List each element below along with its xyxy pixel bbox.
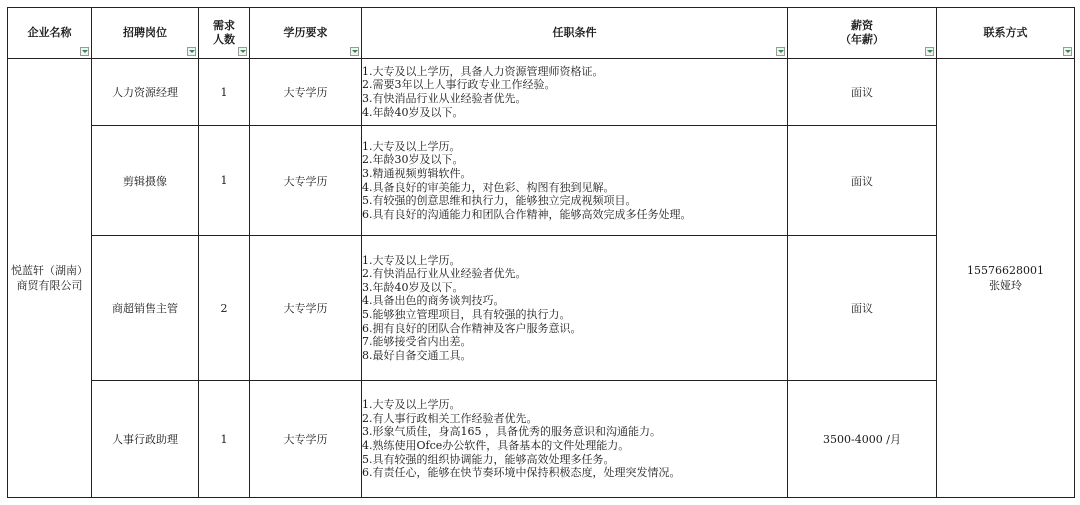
table-row bbox=[8, 59, 1075, 126]
requirement-line: 4.熟练使用Ofce办公软件，具备基本的文件处理能力。 bbox=[362, 439, 630, 452]
contact-phone: 15576628001 bbox=[967, 263, 1044, 277]
contact-name: 张娅玲 bbox=[989, 278, 1022, 292]
header-position bbox=[92, 8, 199, 59]
header-company-label: 企业名称 bbox=[27, 26, 72, 39]
requirement-line: 5.有较强的创意思维和执行力，能够独立完成视频项目。 bbox=[362, 194, 637, 208]
table-row bbox=[8, 381, 1075, 498]
header-row bbox=[8, 8, 1075, 59]
count-cell: 2 bbox=[199, 236, 250, 381]
requirement-line: 3.形象气质佳，身高165 ，具备优秀的服务意识和沟通能力。 bbox=[362, 425, 661, 439]
header-position-label: 招聘岗位 bbox=[123, 26, 167, 39]
requirement-line: 1.大专及以上学历。 bbox=[362, 253, 461, 267]
header-requirements-label: 任职条件 bbox=[552, 26, 597, 39]
requirements-cell bbox=[362, 381, 788, 498]
education-cell: 大专学历 bbox=[250, 59, 362, 126]
header-contact bbox=[937, 8, 1075, 59]
requirement-line: 6.拥有良好的团队合作精神及客户服务意识。 bbox=[362, 321, 582, 335]
requirements-cell bbox=[362, 236, 788, 381]
requirement-line: 1.大专及以上学历，具备人力资源管理师资格证。 bbox=[362, 64, 604, 78]
table-row bbox=[8, 126, 1075, 236]
header-count-label: 需求 人数 bbox=[213, 19, 235, 46]
requirement-line: 6.具有良好的沟通能力和团队合作精神，能够高效完成多任务处理。 bbox=[362, 207, 692, 221]
filter-dropdown-icon[interactable] bbox=[187, 47, 196, 56]
requirement-line: 1.大专及以上学历。 bbox=[362, 398, 461, 412]
filter-dropdown-icon[interactable] bbox=[776, 47, 785, 56]
education-cell: 大专学历 bbox=[250, 126, 362, 236]
requirements-cell bbox=[362, 59, 788, 126]
requirement-line: 2.年龄30岁及以下。 bbox=[362, 153, 464, 167]
filter-dropdown-icon[interactable] bbox=[80, 47, 89, 56]
recruitment-table bbox=[7, 7, 1075, 498]
position-cell: 人力资源经理 bbox=[92, 59, 199, 126]
header-salary bbox=[788, 8, 937, 59]
contact-cell bbox=[937, 59, 1075, 498]
count-cell: 1 bbox=[199, 126, 250, 236]
requirement-line: 2.需要3年以上人事行政专业工作经验。 bbox=[362, 78, 556, 92]
requirement-line: 3.年龄40岁及以下。 bbox=[362, 280, 464, 294]
salary-cell: 面议 bbox=[788, 59, 937, 126]
header-count bbox=[199, 8, 250, 59]
filter-dropdown-icon[interactable] bbox=[1063, 47, 1072, 56]
header-education bbox=[250, 8, 362, 59]
table-body bbox=[8, 59, 1075, 498]
salary-cell: 面议 bbox=[788, 236, 937, 381]
requirement-line: 4.年龄40岁及以下。 bbox=[362, 105, 464, 119]
requirement-line: 1.大专及以上学历。 bbox=[362, 139, 461, 153]
header-requirements bbox=[362, 8, 788, 59]
requirement-line: 6.有责任心，能够在快节奏环境中保持积极态度，处理突发情况。 bbox=[362, 466, 681, 480]
requirements-cell bbox=[362, 126, 788, 236]
requirement-line: 4.具备良好的审美能力，对色彩、构图有独到见解。 bbox=[362, 180, 615, 194]
requirement-line: 7.能够接受省内出差。 bbox=[362, 335, 472, 349]
header-salary-label: 薪资 （年薪） bbox=[840, 19, 884, 46]
company-name-cell: 悦蓝轩（湖南）商贸有限公司 bbox=[8, 59, 92, 498]
salary-cell: 3500-4000 /月 bbox=[788, 381, 937, 498]
education-cell: 大专学历 bbox=[250, 381, 362, 498]
requirement-line: 4.具备出色的商务谈判技巧。 bbox=[362, 294, 505, 308]
salary-cell: 面议 bbox=[788, 126, 937, 236]
position-cell: 人事行政助理 bbox=[92, 381, 199, 498]
requirement-line: 5.能够独立管理项目，具有较强的执行力。 bbox=[362, 308, 571, 321]
education-cell: 大专学历 bbox=[250, 236, 362, 381]
header-company bbox=[8, 8, 92, 59]
table-row bbox=[8, 236, 1075, 381]
requirement-line: 2.有快消品行业从业经验者优先。 bbox=[362, 267, 527, 281]
requirement-line: 3.有快消品行业从业经验者优先。 bbox=[362, 92, 527, 105]
count-cell: 1 bbox=[199, 381, 250, 498]
filter-dropdown-icon[interactable] bbox=[925, 47, 934, 56]
requirement-line: 3.精通视频剪辑软件。 bbox=[362, 166, 472, 180]
filter-dropdown-icon[interactable] bbox=[350, 47, 359, 56]
requirement-line: 2.有人事行政相关工作经验者优先。 bbox=[362, 411, 538, 425]
filter-dropdown-icon[interactable] bbox=[238, 47, 247, 56]
position-cell: 商超销售主管 bbox=[92, 236, 199, 381]
requirement-line: 8.最好自备交通工具。 bbox=[362, 348, 472, 362]
count-cell: 1 bbox=[199, 59, 250, 126]
position-cell: 剪辑摄像 bbox=[92, 126, 199, 236]
header-education-label: 学历要求 bbox=[283, 26, 328, 39]
requirement-line: 5.具有较强的组织协调能力，能够高效处理多任务。 bbox=[362, 452, 615, 466]
header-contact-label: 联系方式 bbox=[983, 26, 1028, 39]
